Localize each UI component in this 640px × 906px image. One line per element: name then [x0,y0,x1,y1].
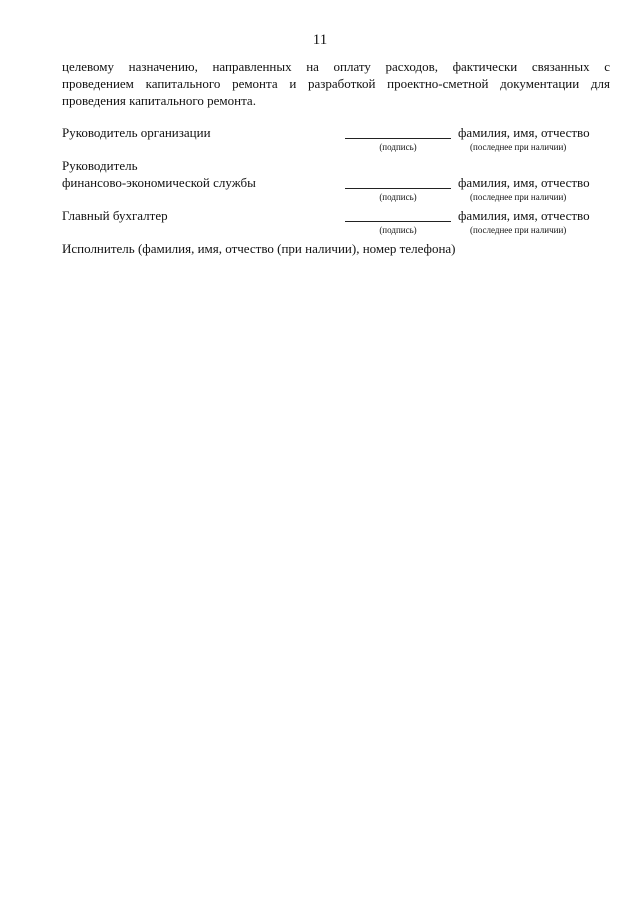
signature-role: финансово-экономической службы [62,175,256,190]
signature-line [345,138,451,139]
signature-caption: (подпись) [379,192,417,202]
name-caption: (последнее при наличии) [470,225,567,235]
signature-line [345,188,451,189]
signature-row [62,174,610,191]
signature-block-accountant [62,207,610,236]
signature-row [62,207,610,224]
signature-role: Руководитель организации [62,125,211,140]
name-caption: (последнее при наличии) [470,142,567,152]
signature-captions [62,141,610,153]
signature-caption: (подпись) [379,142,417,152]
signature-role-line1: Руководитель [62,158,138,173]
intro-line: целевому назначению, направленных на оплату расходов, фактически связанных с [62,59,610,74]
signature-block-head [62,124,610,153]
signature-line [345,221,451,222]
signature-name-label: фамилия, имя, отчество [458,175,590,190]
page-number: 11 [312,32,328,48]
intro-line: проведением капитального ремонта и разработкой проектно-сметной документации для [62,76,610,91]
signature-row [62,124,610,141]
executor-line: Исполнитель (фамилия, имя, отчество (при наличии), номер телефона) [62,241,456,256]
signature-captions [62,191,610,203]
signature-block-finance [62,157,610,203]
signature-name-label: фамилия, имя, отчество [458,208,590,223]
intro-paragraph [62,58,610,109]
signature-caption: (подпись) [379,225,417,235]
signature-role: Главный бухгалтер [62,208,168,223]
intro-line: проведения капитального ремонта. [62,93,256,108]
name-caption: (последнее при наличии) [470,192,567,202]
signature-name-label: фамилия, имя, отчество [458,125,590,140]
signature-captions [62,224,610,236]
